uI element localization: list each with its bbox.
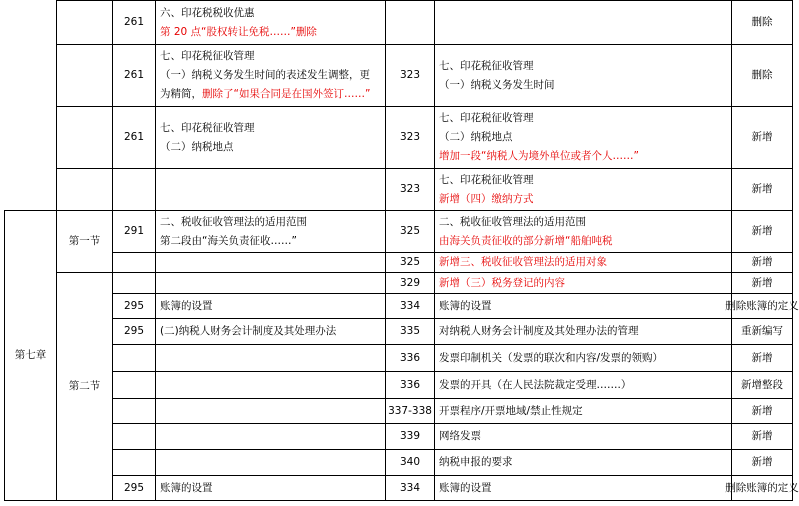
old-page-cell (113, 399, 155, 423)
section-cell (57, 211, 112, 272)
old-page-cell (113, 372, 155, 398)
change-cell (725, 476, 799, 500)
grid-line-vertical (792, 0, 793, 500)
change-cell (725, 294, 799, 318)
old-page-cell (113, 294, 155, 318)
cell-text: 新增 (751, 225, 773, 237)
cell-text: 七、印花税征收管理 (160, 50, 255, 62)
cell-line (160, 47, 381, 66)
cell-line (439, 171, 727, 190)
new-page-cell (386, 273, 434, 293)
change-cell (732, 253, 792, 272)
cell-text: （一）纳税义务发生时间 (439, 78, 555, 91)
cell-text: 325 (399, 256, 421, 268)
cell-line (160, 4, 381, 23)
cell-text: 新增整段 (741, 378, 783, 391)
cell-text: (二)纳税人财务会计制度及其处理办法 (160, 325, 337, 337)
new-page-cell (386, 45, 434, 106)
cell-line (160, 23, 381, 42)
change-cell (732, 399, 792, 423)
cell-text: 删除账簿的定义 (725, 299, 799, 312)
cell-text: 261 (123, 16, 145, 28)
new-page-cell (386, 294, 434, 318)
cell-text: 二、税收征收管理法的适用范围 (160, 215, 307, 228)
cell-text: 新增 (751, 131, 773, 143)
old-page-cell (113, 345, 155, 371)
cell-line (160, 297, 381, 316)
new_content-cell (435, 294, 731, 318)
new-page-cell (386, 211, 434, 252)
old-page-cell (113, 169, 155, 210)
cell-text: 网络发票 (439, 430, 481, 442)
chapter-cell (5, 211, 56, 500)
change-cell (732, 211, 792, 252)
old-page-cell (113, 450, 155, 475)
cell-text: 新增 (751, 430, 773, 442)
cell-text: 七、印花税征收管理 (439, 173, 534, 186)
cell-text: 纳税申报的要求 (439, 456, 513, 468)
cell-text: 新增 (751, 351, 773, 364)
cell-line (160, 322, 381, 341)
cell-text: 增加一段“纳税人为境外单位或者个人……” (439, 150, 639, 162)
cell-text: 为精简， (160, 88, 202, 100)
new-page-cell (386, 169, 434, 210)
cell-text: 由海关负责征收的部分新增“船舶吨税 (439, 234, 613, 247)
cell-text: 323 (399, 183, 421, 195)
cell-text: 新增 (751, 183, 773, 195)
new_content-cell (435, 399, 731, 423)
cell-text: 删除了“如果合同是在国外签订……” (202, 88, 371, 100)
cell-text: 账簿的设置 (160, 299, 213, 312)
cell-text: 七、印花税征收管理 (439, 59, 534, 72)
cell-text: 账簿的设置 (439, 299, 492, 312)
cell-text: 334 (399, 299, 421, 312)
cell-line (439, 453, 727, 472)
new_content-cell (435, 372, 731, 398)
change-cell (732, 319, 792, 344)
cell-line (439, 297, 727, 316)
cell-line (439, 190, 727, 209)
new_content-cell (435, 319, 731, 344)
cell-line (439, 253, 727, 272)
cell-text: 新增 (751, 276, 773, 289)
comparison-table (4, 0, 799, 506)
new_content-cell (435, 1, 731, 44)
cell-line (439, 322, 727, 341)
new_content-cell (435, 273, 731, 293)
cell-text: 339 (399, 430, 421, 442)
cell-line (160, 213, 381, 232)
cell-text: 账簿的设置 (439, 481, 492, 494)
cell-text: 334 (399, 481, 421, 494)
cell-text: 七、印花税征收管理 (160, 121, 255, 134)
old_content-cell (156, 424, 385, 449)
cell-text: （二）纳税地点 (160, 140, 234, 153)
old_content-cell (156, 476, 385, 500)
cell-text: 第一节 (68, 235, 101, 247)
cell-text: 336 (399, 378, 421, 391)
new-page-cell (386, 107, 434, 168)
old_content-cell (156, 169, 385, 210)
change-cell (732, 45, 792, 106)
cell-line (439, 76, 727, 95)
cell-line (439, 427, 727, 446)
cell-text: 323 (399, 69, 421, 81)
cell-text: 第七章 (14, 349, 47, 361)
cell-line (439, 402, 727, 421)
cell-line (439, 376, 727, 395)
new-page-cell (386, 424, 434, 449)
old_content-cell (156, 1, 385, 44)
cell-text: 新增 (751, 404, 773, 417)
old_content-cell (156, 45, 385, 106)
cell-text: 删除 (751, 16, 773, 28)
cell-text: 325 (399, 225, 421, 237)
old_content-cell (156, 372, 385, 398)
new-page-cell (386, 450, 434, 475)
cell-text: 删除 (751, 69, 773, 81)
old-page-cell (113, 319, 155, 344)
cell-text: 六、印花税税收优惠 (160, 6, 255, 19)
cell-line (439, 349, 727, 368)
cell-line (439, 274, 727, 293)
cell-text: 新增 (751, 256, 773, 268)
cell-text: 新增 (751, 456, 773, 468)
cell-text: 329 (399, 276, 421, 289)
change-cell (732, 1, 792, 44)
cell-text: 261 (123, 131, 145, 143)
cell-text: 发票的开具（在人民法院裁定受理…….） (439, 378, 632, 391)
cell-line (439, 147, 727, 166)
cell-text: 账簿的设置 (160, 481, 213, 494)
new-page-cell (386, 399, 434, 423)
cell-text: 发票印制机关（发票的联次和内容/发票的领购） (439, 351, 664, 364)
cell-text: 新增三、税收征收管理法的适用对象 (439, 256, 607, 268)
cell-text: 337-338 (388, 404, 432, 417)
new_content-cell (435, 45, 731, 106)
new_content-cell (435, 211, 731, 252)
cell-text: 重新编写 (741, 325, 783, 337)
cell-line (160, 85, 381, 104)
new_content-cell (435, 107, 731, 168)
old_content-cell (156, 345, 385, 371)
new_content-cell (435, 345, 731, 371)
old_content-cell (156, 211, 385, 252)
cell-text: 291 (123, 225, 145, 237)
cell-text: 295 (123, 299, 145, 312)
new_content-cell (435, 450, 731, 475)
cell-text: 七、印花税征收管理 (439, 112, 534, 124)
section-cell (57, 273, 112, 500)
change-cell (732, 372, 792, 398)
old-page-cell (113, 45, 155, 106)
change-cell (732, 107, 792, 168)
old-page-cell (113, 273, 155, 293)
cell-text: 335 (399, 325, 421, 337)
new-page-cell (386, 253, 434, 272)
cell-text: 新增（三）税务登记的内容 (439, 276, 565, 289)
old-page-cell (113, 253, 155, 272)
old_content-cell (156, 273, 385, 293)
cell-text: 开票程序/开票地域/禁止性规定 (439, 404, 583, 417)
cell-text: 第二节 (68, 380, 101, 392)
change-cell (732, 345, 792, 371)
old-page-cell (113, 476, 155, 500)
cell-text: 删除账簿的定义 (725, 481, 799, 494)
cell-text: 第二段由“海关负责征收……” (160, 234, 297, 247)
new-page-cell (386, 476, 434, 500)
new-page-cell (386, 345, 434, 371)
new_content-cell (435, 424, 731, 449)
old_content-cell (156, 450, 385, 475)
new_content-cell (435, 253, 731, 272)
cell-line (160, 479, 381, 498)
change-cell (732, 424, 792, 449)
cell-line (439, 213, 727, 232)
old_content-cell (156, 319, 385, 344)
new-page-cell (386, 319, 434, 344)
cell-line (160, 119, 381, 138)
cell-line (439, 128, 727, 147)
change-cell (732, 169, 792, 210)
cell-line (439, 479, 727, 498)
grid-line-horizontal (4, 500, 793, 501)
new_content-cell (435, 169, 731, 210)
new_content-cell (435, 476, 731, 500)
new-page-cell (386, 1, 434, 44)
cell-line (439, 109, 727, 128)
old_content-cell (156, 253, 385, 272)
cell-text: 295 (123, 325, 145, 337)
old-page-cell (113, 424, 155, 449)
old-page-cell (113, 1, 155, 44)
new-page-cell (386, 372, 434, 398)
change-cell (732, 273, 792, 293)
cell-text: 对纳税人财务会计制度及其处理办法的管理 (439, 325, 639, 337)
cell-text: 323 (399, 131, 421, 143)
cell-text: 340 (399, 456, 421, 468)
old-page-cell (113, 107, 155, 168)
cell-text: 295 (123, 481, 145, 494)
cell-text: （二）纳税地点 (439, 131, 513, 143)
cell-text: 336 (399, 351, 421, 364)
old_content-cell (156, 107, 385, 168)
cell-text: 261 (123, 69, 145, 81)
cell-text: （一）纳税义务发生时间的表述发生调整，更 (160, 69, 370, 81)
cell-line (439, 57, 727, 76)
cell-text: 二、税收征收管理法的适用范围 (439, 215, 586, 228)
cell-text: 新增（四）缴纳方式 (439, 192, 534, 205)
old-page-cell (113, 211, 155, 252)
cell-line (160, 66, 381, 85)
cell-line (160, 232, 381, 251)
old_content-cell (156, 399, 385, 423)
old_content-cell (156, 294, 385, 318)
change-cell (732, 450, 792, 475)
cell-text: 第 20 点“股权转让免税……”删除 (160, 25, 317, 38)
cell-line (160, 138, 381, 157)
cell-line (439, 232, 727, 251)
